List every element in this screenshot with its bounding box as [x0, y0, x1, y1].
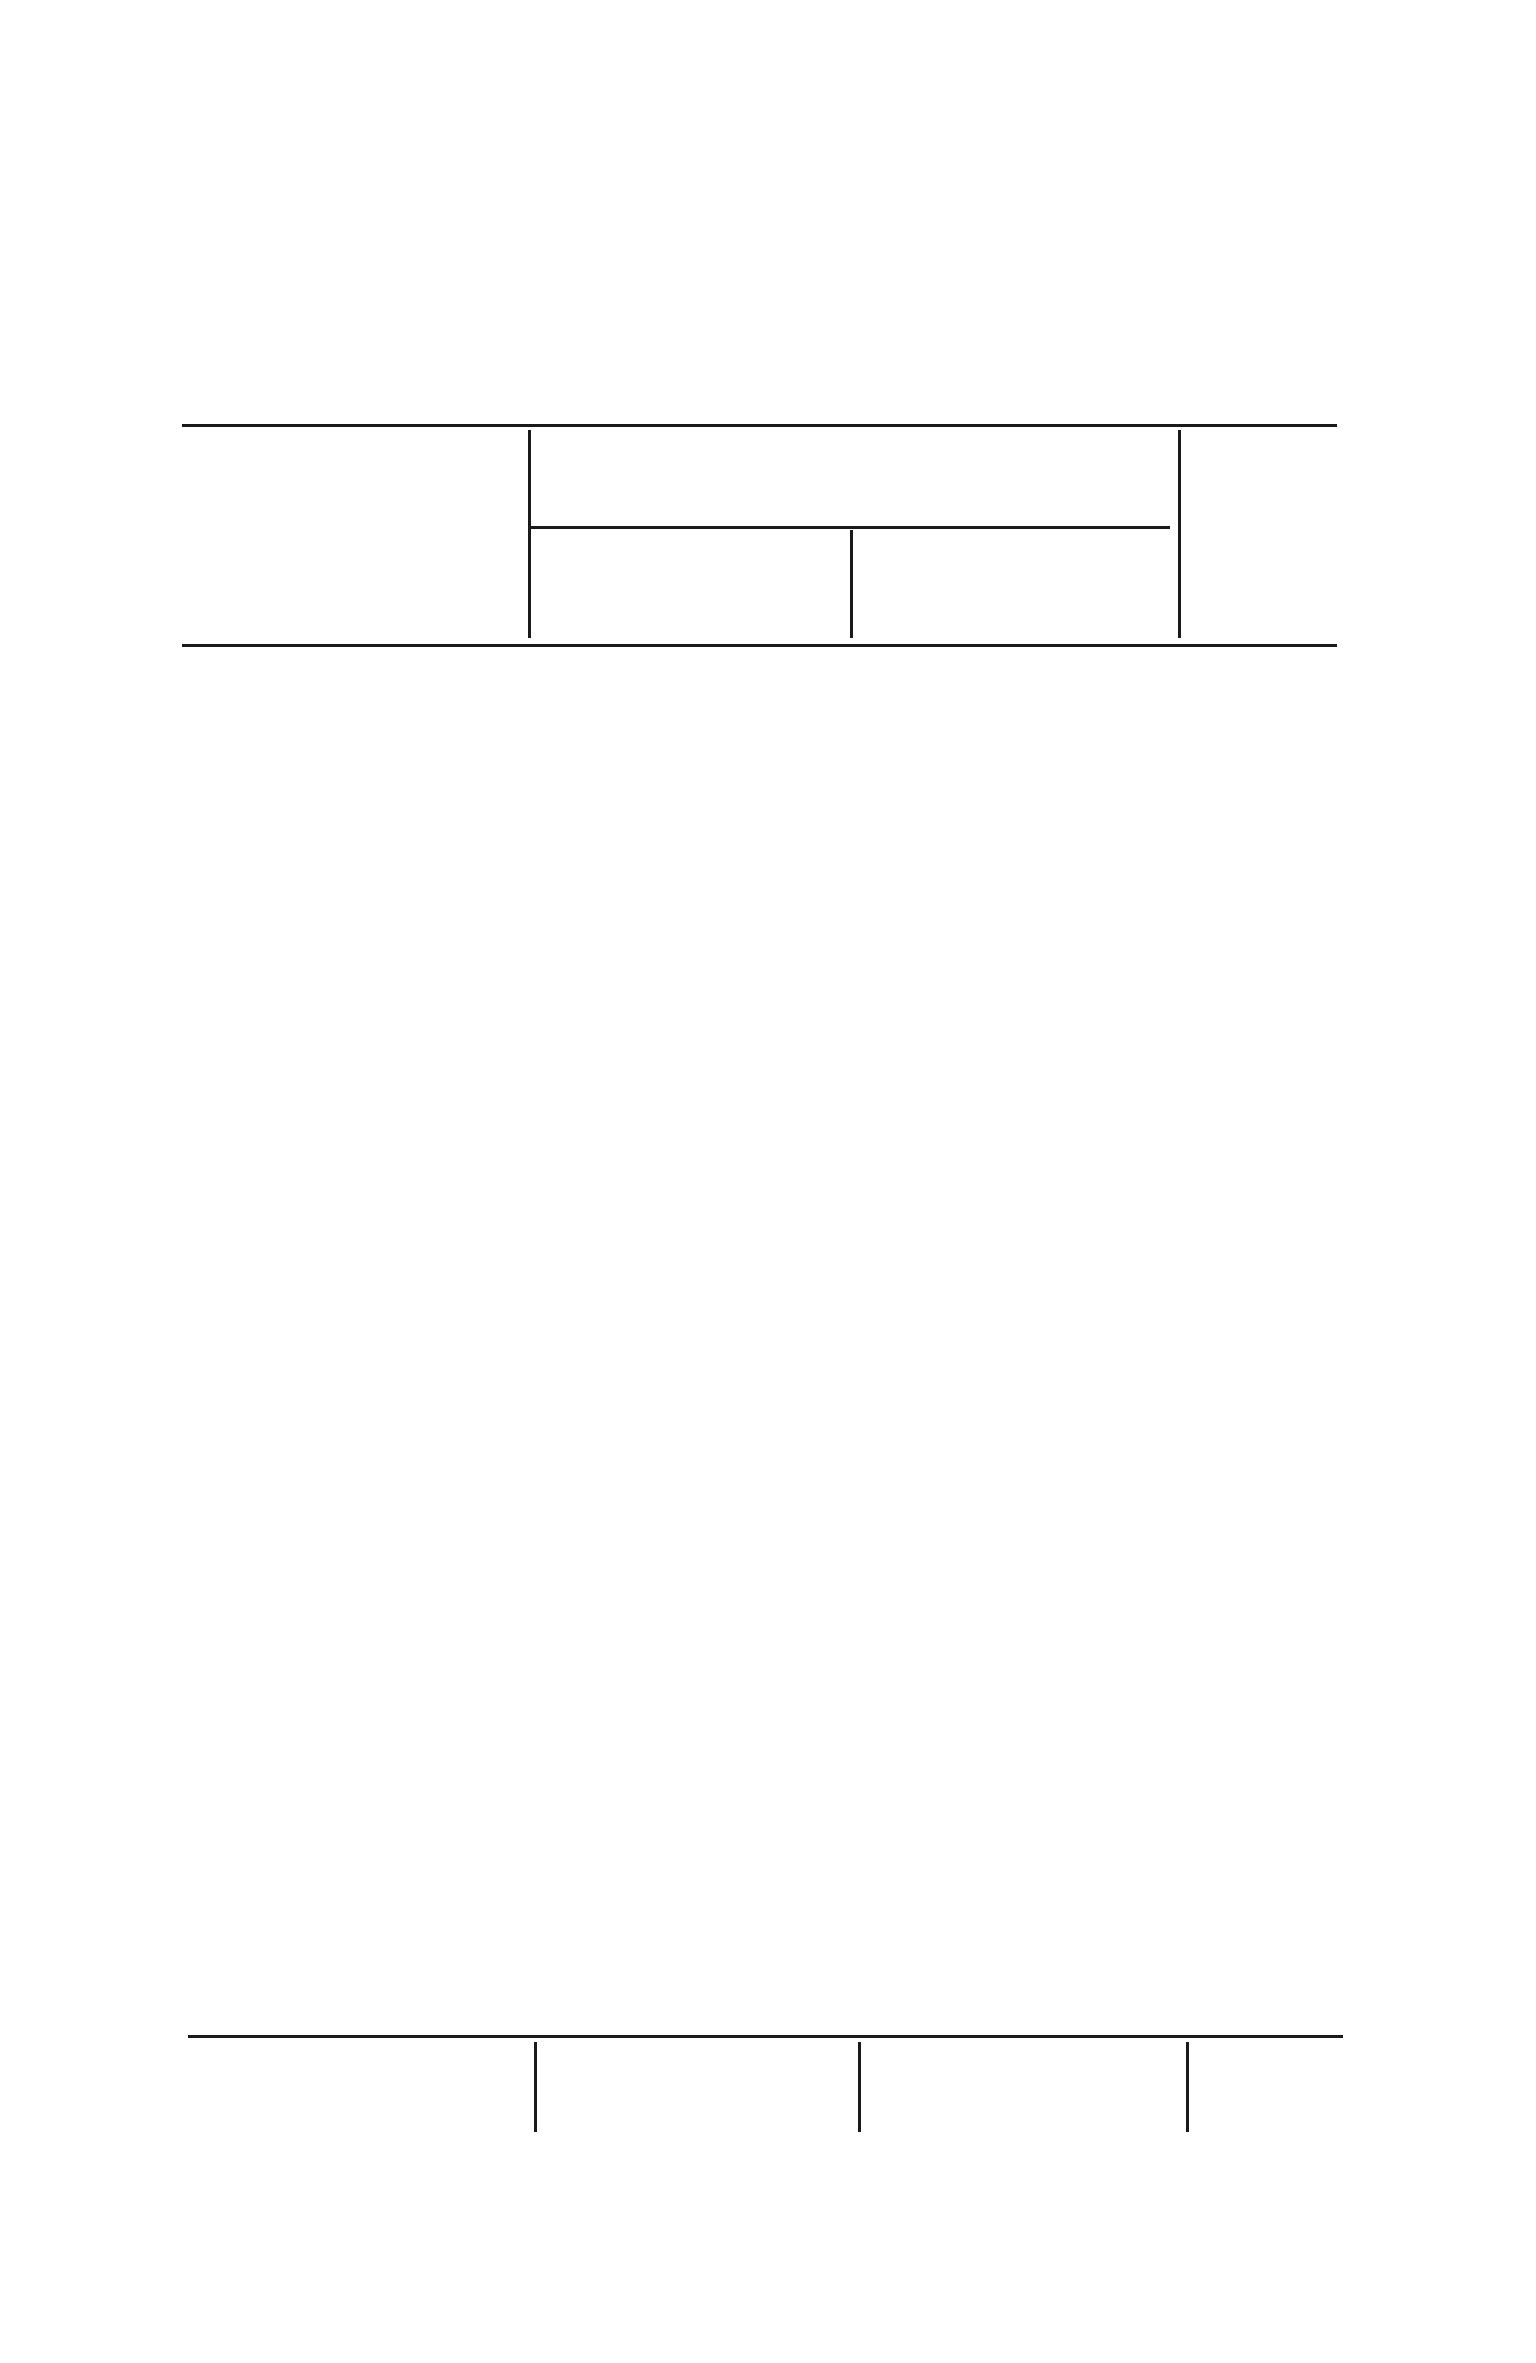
header-group-rule [530, 526, 1170, 529]
footer-divider-ab [858, 2042, 861, 2132]
footer-divider-num [1186, 2042, 1189, 2132]
header-divider-ab [850, 530, 853, 638]
footer-divider-type [534, 2042, 537, 2132]
header-divider-type [528, 430, 531, 638]
header-divider-num [1178, 430, 1181, 638]
header-bottom-rule [182, 644, 1337, 647]
table-bottom-rule [188, 2035, 1343, 2038]
table-top-rule [182, 424, 1337, 427]
